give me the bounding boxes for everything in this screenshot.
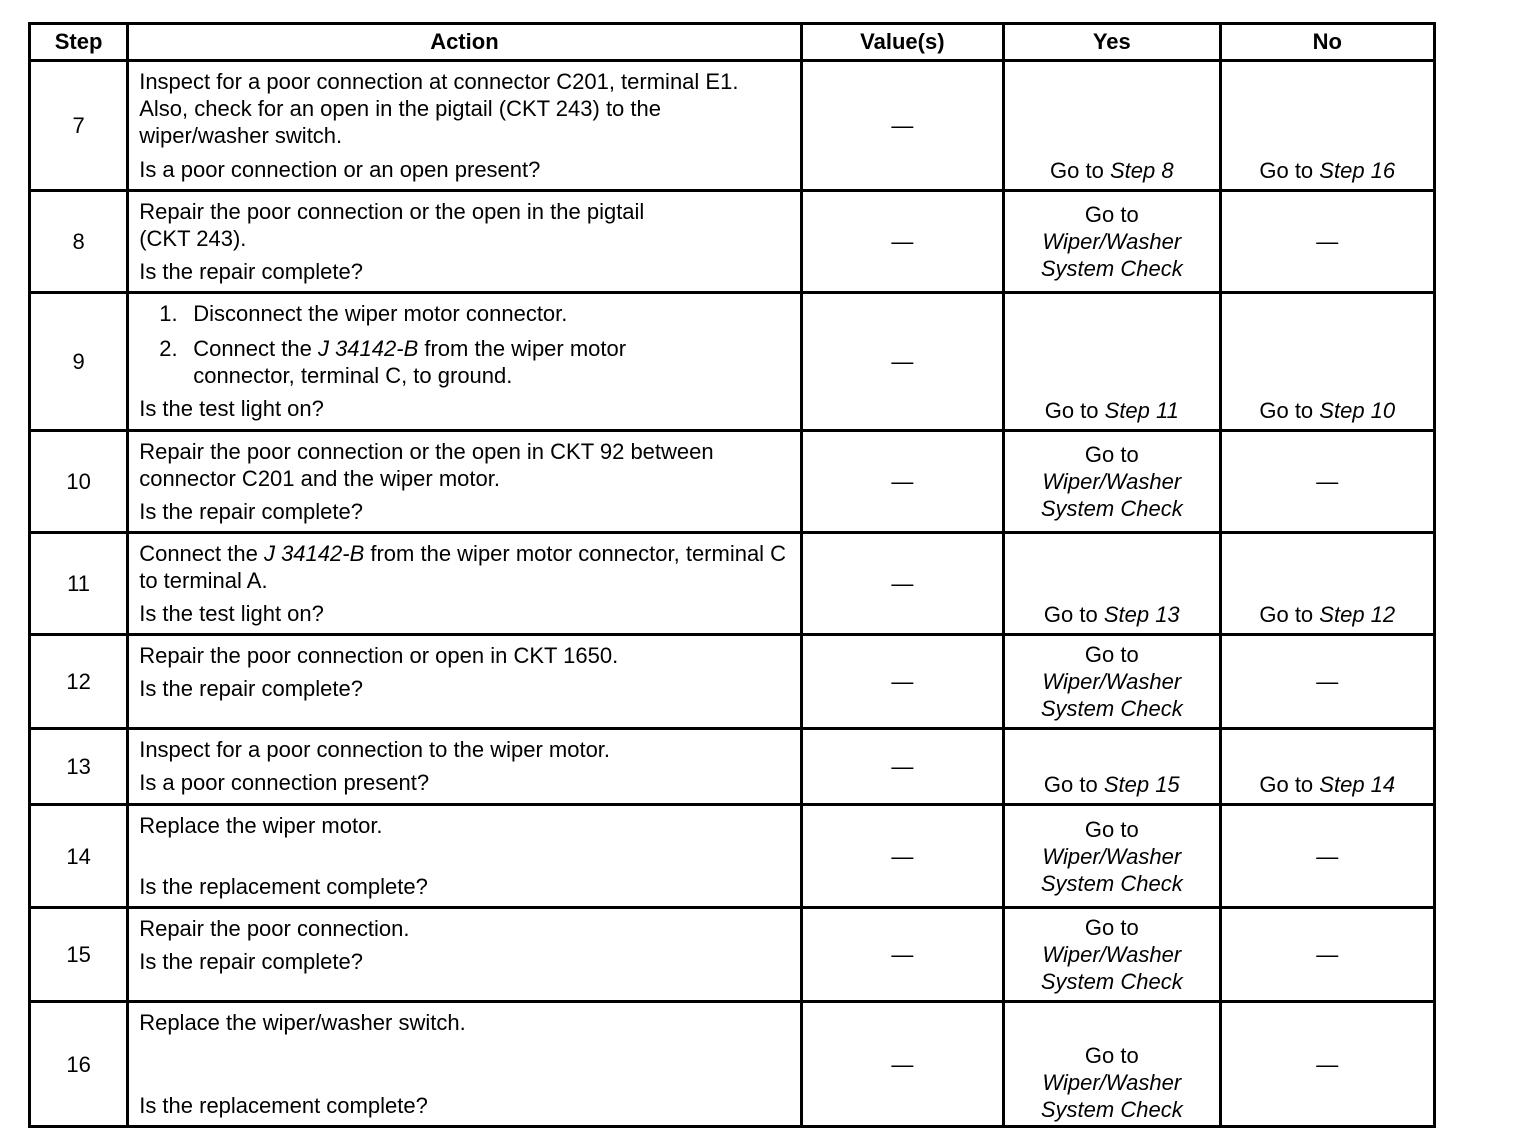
step-number: 11 <box>30 533 128 635</box>
list-item <box>139 300 789 327</box>
diagnostic-table-page <box>28 22 1436 1128</box>
action-text: Replace the wiper/washer switch. <box>139 1010 466 1035</box>
value-cell: — <box>801 1002 1003 1127</box>
action-cell <box>128 908 801 1002</box>
action-text: Repair the poor connection. <box>139 916 410 941</box>
no-target-link[interactable]: Step 14 <box>1319 772 1396 797</box>
yes-target-link[interactable]: Wiper/Washer <box>1042 469 1182 494</box>
yes-target-link[interactable]: Wiper/Washer <box>1042 669 1182 694</box>
goto-prefix: Go to <box>1259 602 1314 627</box>
goto-prefix: Go to <box>1043 602 1098 627</box>
no-cell <box>1220 533 1434 635</box>
action-text <box>139 540 789 594</box>
action-question: Is the repair complete? <box>139 259 363 284</box>
no-cell: — <box>1220 805 1434 908</box>
header-step: Step <box>30 24 128 61</box>
yes-target-link[interactable]: Wiper/Washer <box>1042 942 1182 967</box>
action-text-pre: Connect the <box>139 541 264 566</box>
no-cell <box>1220 729 1434 805</box>
table-row <box>30 61 1435 191</box>
yes-target-link-line2[interactable]: System Check <box>1040 696 1183 721</box>
action-question: Is a poor connection present? <box>139 770 430 795</box>
yes-target-link-line2[interactable]: System Check <box>1040 870 1183 896</box>
table-row <box>30 191 1435 293</box>
header-yes: Yes <box>1004 24 1220 61</box>
list-number: 1. <box>159 301 178 326</box>
yes-cell <box>1004 431 1220 533</box>
action-text: Repair the poor connection or open in CKT 1650. <box>139 643 619 668</box>
step-number: 14 <box>30 805 128 908</box>
list-number: 2. <box>159 336 178 361</box>
table-row <box>30 1002 1435 1127</box>
yes-target-link[interactable]: Step 15 <box>1103 772 1180 797</box>
list-text-post: from the wiper motor connector, terminal C, to ground. <box>193 336 627 388</box>
no-target-link[interactable]: Step 16 <box>1319 158 1396 183</box>
step-number: 16 <box>30 1002 128 1127</box>
goto-prefix: Go to <box>1259 158 1314 183</box>
value-cell: — <box>801 293 1003 431</box>
goto-prefix: Go to <box>1084 915 1139 940</box>
table-row <box>30 729 1435 805</box>
yes-cell <box>1004 635 1220 729</box>
action-cell <box>128 635 801 729</box>
action-question: Is the test light on? <box>139 396 324 421</box>
goto-prefix: Go to <box>1259 398 1314 423</box>
yes-target-link[interactable]: Wiper/Washer <box>1042 229 1182 254</box>
goto-prefix: Go to <box>1084 816 1139 842</box>
step-number: 12 <box>30 635 128 729</box>
yes-target-link[interactable]: Wiper/Washer <box>1042 1070 1182 1095</box>
no-cell: — <box>1220 191 1434 293</box>
tool-name: J 34142-B <box>263 541 365 566</box>
action-cell <box>128 191 801 293</box>
yes-target-link[interactable]: Wiper/Washer <box>1042 843 1182 869</box>
no-target-link[interactable]: Step 12 <box>1319 602 1396 627</box>
value-cell: — <box>801 729 1003 805</box>
table-row <box>30 533 1435 635</box>
goto-prefix: Go to <box>1044 398 1099 423</box>
yes-target-link[interactable]: Step 11 <box>1104 398 1179 423</box>
value-cell: — <box>801 431 1003 533</box>
goto-prefix: Go to <box>1084 202 1139 227</box>
header-values: Value(s) <box>801 24 1003 61</box>
value-cell: — <box>801 908 1003 1002</box>
action-question: Is the test light on? <box>139 601 324 626</box>
no-cell: — <box>1220 908 1434 1002</box>
action-question: Is the repair complete? <box>139 949 363 974</box>
action-text-post: from the wiper motor connector, terminal C to terminal A. <box>139 541 787 593</box>
yes-cell <box>1004 293 1220 431</box>
goto-prefix: Go to <box>1084 442 1139 467</box>
action-question: Is the repair complete? <box>139 676 363 701</box>
list-text: Disconnect the wiper motor connector. <box>193 301 568 326</box>
action-cell <box>128 431 801 533</box>
no-cell: — <box>1220 431 1434 533</box>
yes-target-link-line2[interactable]: System Check <box>1040 1097 1183 1122</box>
table-row <box>30 805 1435 908</box>
value-cell: — <box>801 61 1003 191</box>
step-number: 9 <box>30 293 128 431</box>
no-cell <box>1220 293 1434 431</box>
action-question: Is the replacement complete? <box>139 1093 428 1118</box>
tool-name: J 34142-B <box>317 336 419 361</box>
no-cell <box>1220 61 1434 191</box>
yes-target-link[interactable]: Step 8 <box>1109 158 1174 183</box>
step-number: 8 <box>30 191 128 293</box>
yes-target-link-line2[interactable]: System Check <box>1040 969 1183 994</box>
table-row <box>30 293 1435 431</box>
yes-target-link-line2[interactable]: System Check <box>1040 496 1183 521</box>
yes-cell <box>1004 191 1220 293</box>
action-text: Replace the wiper motor. <box>139 813 383 838</box>
value-cell: — <box>801 533 1003 635</box>
step-number: 13 <box>30 729 128 805</box>
action-question: Is the replacement complete? <box>139 874 428 899</box>
step-number: 15 <box>30 908 128 1002</box>
action-question: Is a poor connection or an open present? <box>139 157 541 182</box>
yes-cell <box>1004 61 1220 191</box>
header-action: Action <box>128 24 801 61</box>
list-item <box>139 335 789 389</box>
value-cell: — <box>801 805 1003 908</box>
value-cell: — <box>801 191 1003 293</box>
action-text: Inspect for a poor connection to the wiper motor. <box>139 737 611 762</box>
table-row <box>30 908 1435 1002</box>
yes-cell <box>1004 533 1220 635</box>
action-cell <box>128 729 801 805</box>
yes-cell <box>1004 805 1220 908</box>
no-cell: — <box>1220 635 1434 729</box>
yes-cell <box>1004 1002 1220 1127</box>
action-text: Inspect for a poor connection at connector C201, terminal E1. Also, check for an open in the pigtail (CKT 243) to the wiper/washer switch. <box>139 69 739 148</box>
step-number: 7 <box>30 61 128 191</box>
action-text: Repair the poor connection or the open in CKT 92 between connector C201 and the wiper motor. <box>139 439 714 491</box>
step-number: 10 <box>30 431 128 533</box>
goto-prefix: Go to <box>1259 772 1314 797</box>
goto-prefix: Go to <box>1084 642 1139 667</box>
action-cell <box>128 533 801 635</box>
diagnostic-table <box>28 22 1436 1128</box>
goto-prefix: Go to <box>1043 772 1098 797</box>
action-text: Repair the poor connection or the open in the pigtail (CKT 243). <box>139 199 645 251</box>
header-row <box>30 24 1435 61</box>
goto-prefix: Go to <box>1084 1043 1139 1068</box>
action-cell <box>128 293 801 431</box>
action-cell <box>128 805 801 908</box>
header-no: No <box>1220 24 1434 61</box>
table-row <box>30 431 1435 533</box>
yes-target-link[interactable]: Step 13 <box>1103 602 1180 627</box>
action-cell <box>128 61 801 191</box>
action-cell <box>128 1002 801 1127</box>
yes-target-link-line2[interactable]: System Check <box>1040 256 1183 281</box>
table-row <box>30 635 1435 729</box>
yes-cell <box>1004 908 1220 1002</box>
no-cell: — <box>1220 1002 1434 1127</box>
no-target-link[interactable]: Step 10 <box>1319 398 1396 423</box>
list-text <box>193 335 693 389</box>
yes-cell <box>1004 729 1220 805</box>
list-text-pre: Connect the <box>193 336 318 361</box>
action-question: Is the repair complete? <box>139 499 363 524</box>
goto-prefix: Go to <box>1050 158 1104 183</box>
value-cell: — <box>801 635 1003 729</box>
